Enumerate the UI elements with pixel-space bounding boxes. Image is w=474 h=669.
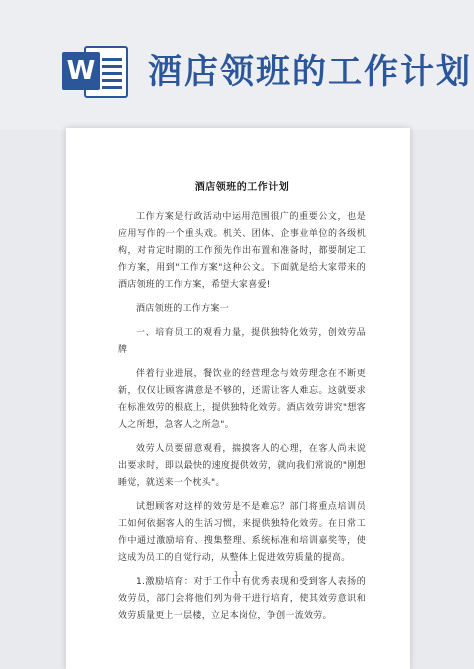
section-heading: 酒店领班的工作方案一 [136, 304, 230, 314]
document-body [118, 178, 366, 632]
body-paragraph: 效劳人员要留意观看，揣摸客人的心理，在客人尚未说出要求时，即以最快的速度提供效劳，就向我们常说的"刚想睡觉，就送来一个枕头"。 [118, 444, 366, 488]
body-paragraph: 伴着行业进展，餐饮业的经营理念与效劳理念在不断更新，仅仅让顾客满意是不够的，还需让客人难忘。这就要求在标准效劳的根底上，提供独特化效劳。酒店效劳讲究"想客人之所想，急客人之所急"。 [118, 369, 366, 430]
subsection-heading: 一、培育员工的观看力量，提供独特化效劳，创效劳品牌 [118, 328, 366, 355]
intro-paragraph: 工作方案是行政活动中运用范围很广的重要公文，也是应用写作的一个重头戏。机关、团体、企事业单位的各级机构，对肯定时期的工作预先作出布置和准备时，都要制定工作方案，用到"工作方案"这种公文。下面就是给大家带来的酒店领班的工作方案，希望大家喜爱! [118, 212, 366, 290]
banner-title: 酒店领班的工作计划 [148, 52, 472, 92]
document-banner [0, 0, 474, 130]
body-paragraph: 1.激励培育：对于工作中有优秀表现和受到客人表扬的效劳员，部门会将他们列为骨干进行培育，使其效劳意识和效劳质量更上一层楼，立足本岗位，争创一流效劳。 [118, 577, 366, 621]
document-title: 酒店领班的工作计划 [194, 182, 290, 193]
word-document-icon [62, 42, 130, 98]
page-number: 1 [234, 570, 239, 578]
word-w-icon: W [62, 52, 100, 90]
body-paragraph: 试想顾客对这样的效劳是不是难忘？部门将重点培训员工如何依据客人的生活习惯，来提供独特化效劳。在日常工作中通过激励培育、搜集整理、系统标准和培训嘉奖等，使这成为员工的自觉行动，从整体上促进效劳质量的提高。 [118, 502, 366, 563]
document-page [66, 128, 410, 669]
